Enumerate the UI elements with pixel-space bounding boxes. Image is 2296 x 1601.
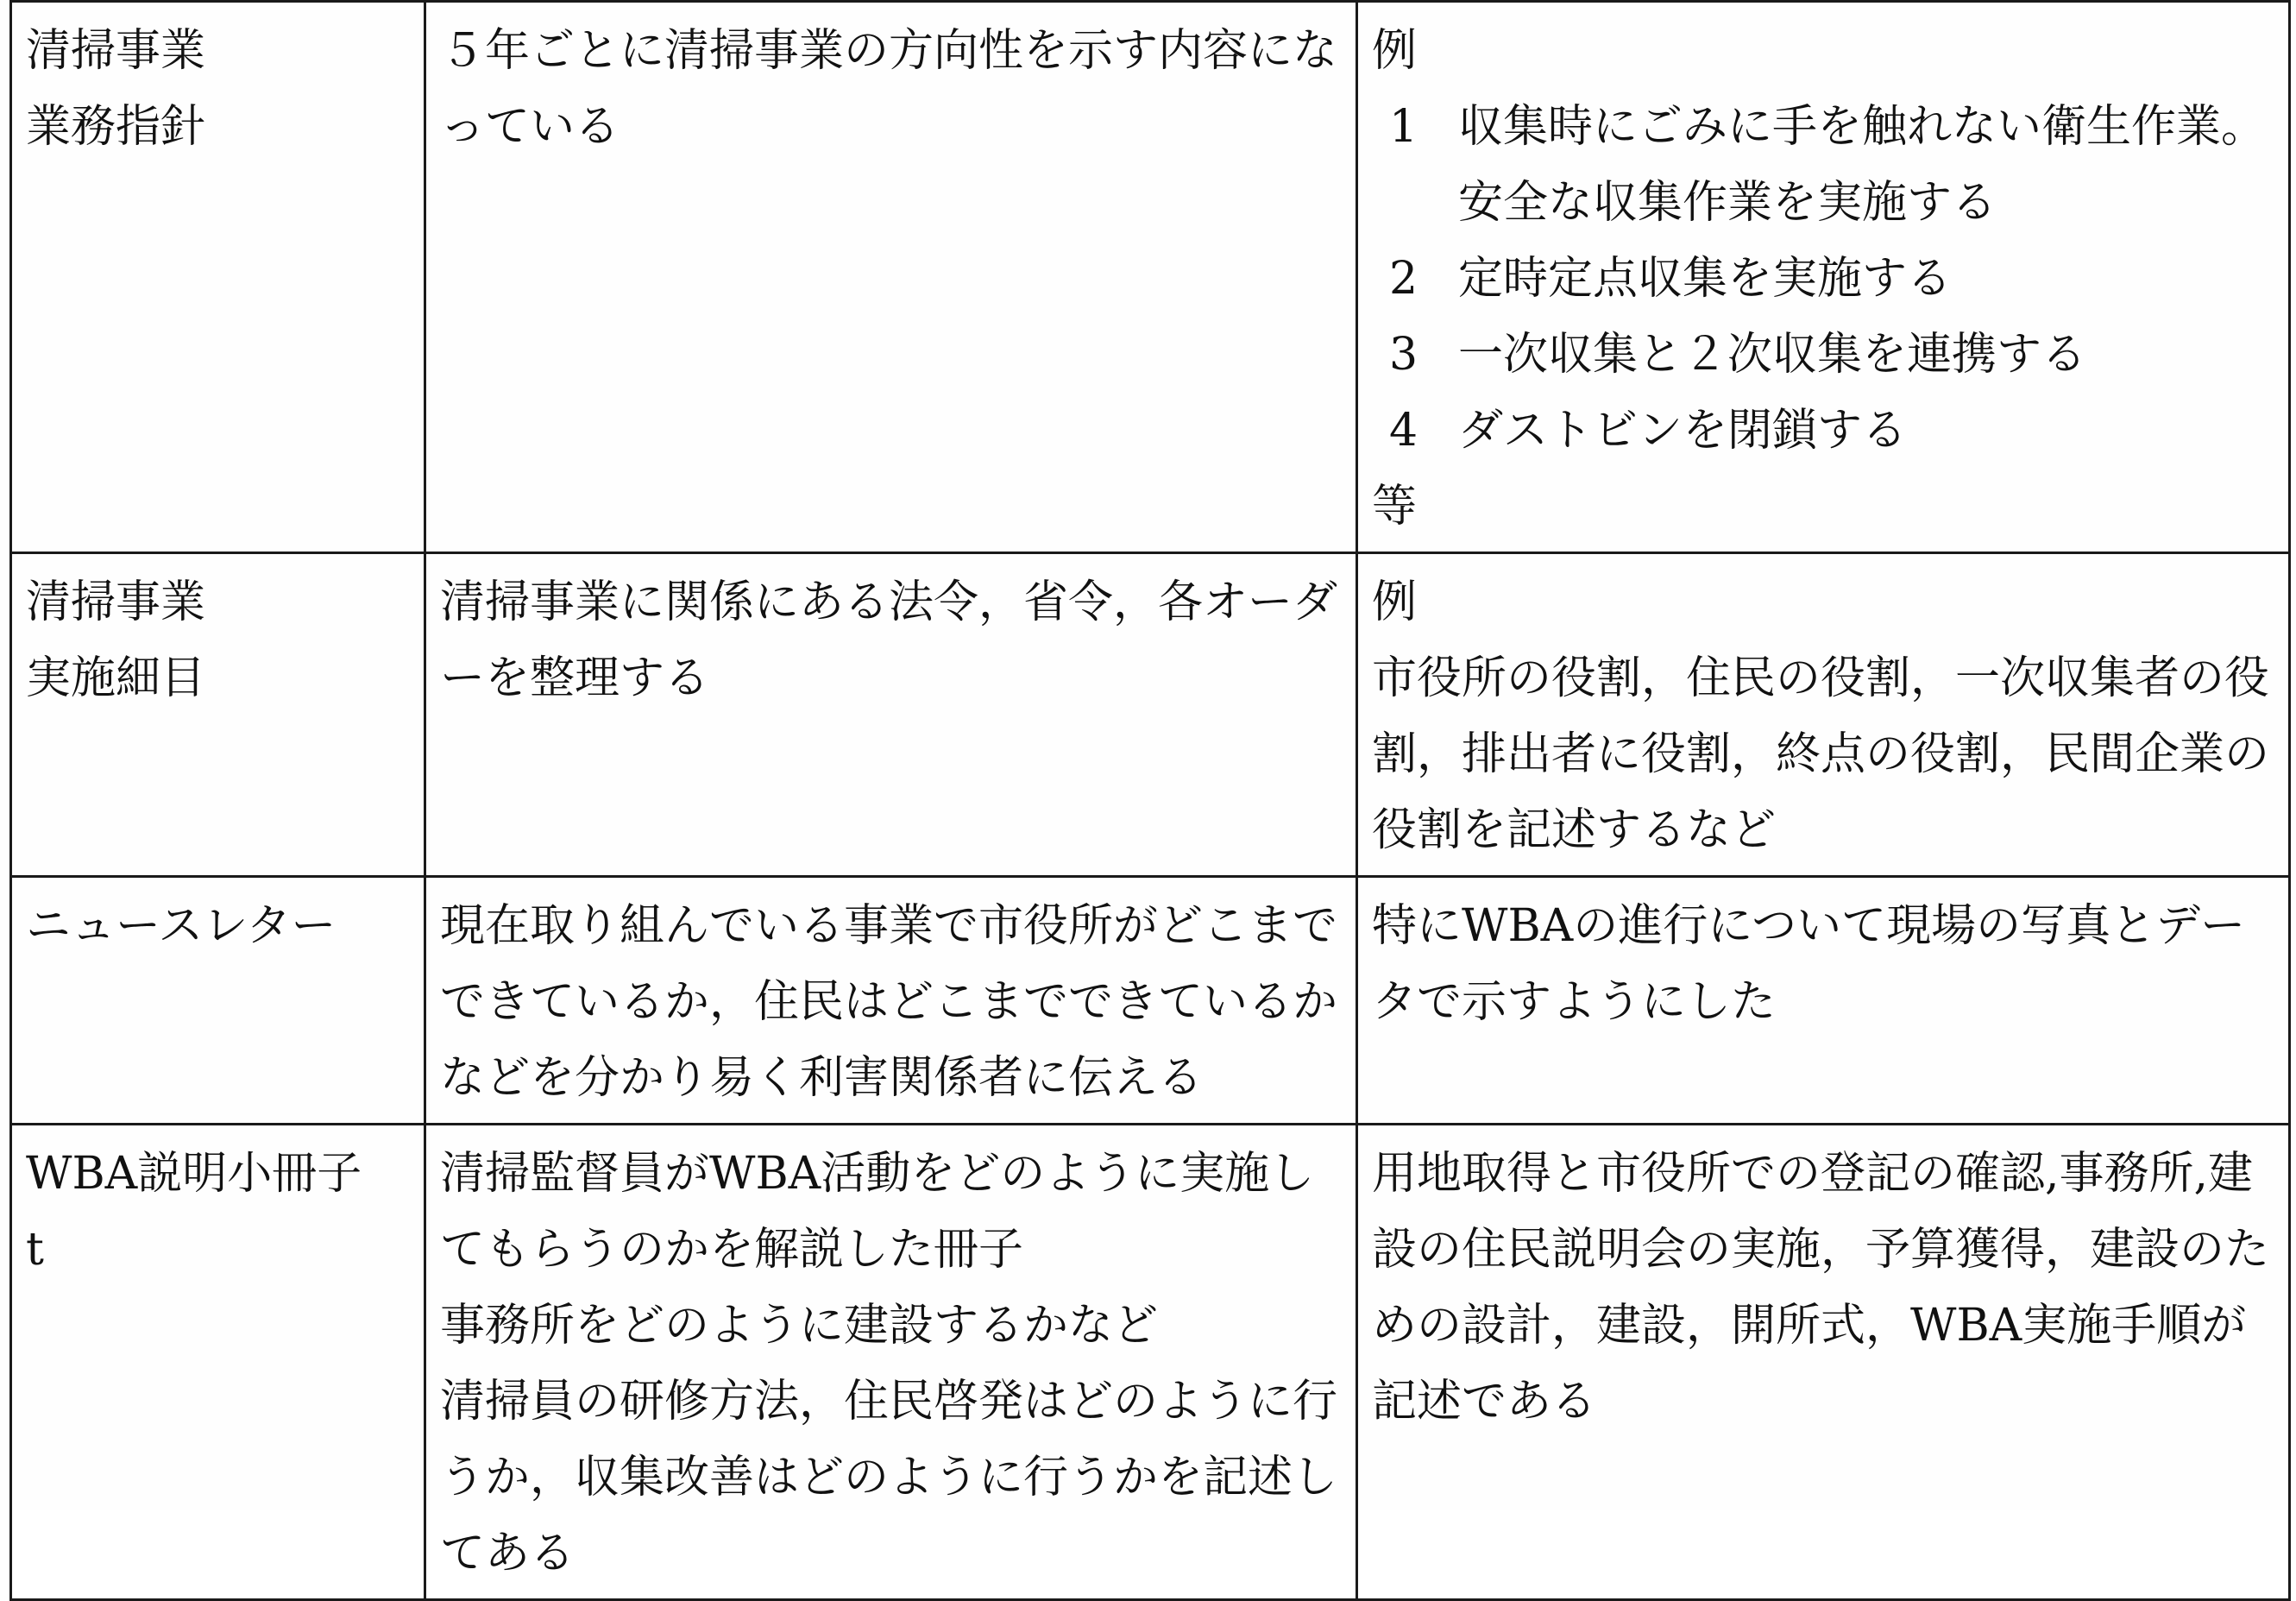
item-number: 1: [1389, 101, 1418, 153]
example-cell: [1357, 877, 2290, 1125]
example-item: [1372, 393, 2274, 469]
table-row: [11, 877, 2290, 1125]
category-line: 清掃事業: [26, 577, 206, 628]
description-line: 事務所をどのように建設するかなど: [440, 1300, 1159, 1352]
example-text: 特にWBAの進行について現場の写真とデータで示すようにした: [1372, 900, 2246, 1028]
item-text: ダストビンを閉鎖する: [1458, 405, 1908, 457]
table-row: [11, 2, 2290, 553]
example-text: 用地取得と市役所での登記の確認,事務所,建設の住民説明会の実施，予算獲得，建設のための設計，建設，開所式，WBA実施手順が記述である: [1372, 1148, 2270, 1428]
category-line: 業務指針: [26, 101, 206, 153]
item-text: 収集時にごみに手を触れない衛生作業。安全な収集作業を実施する: [1458, 101, 2267, 229]
description-line: 清掃事業に関係にある法令，省令，各オーダーを整理する: [440, 577, 1338, 704]
example-tail: 等: [1372, 481, 1418, 533]
category-cell: [11, 553, 425, 877]
example-cell: [1357, 2, 2290, 553]
example-cell: [1357, 1125, 2290, 1600]
description-cell: [425, 2, 1357, 553]
example-head: 例: [1372, 577, 1418, 628]
description-cell: [425, 1125, 1357, 1600]
item-number: 3: [1389, 329, 1418, 381]
category-line: WBA説明小冊子: [26, 1148, 362, 1200]
category-line: t: [26, 1224, 44, 1276]
item-text: 一次収集と２次収集を連携する: [1458, 329, 2087, 381]
table-row: [11, 1125, 2290, 1600]
description-line: 清掃監督員がWBA活動をどのように実施してもらうのかを解説した冊子: [440, 1148, 1315, 1276]
category-cell: [11, 2, 425, 553]
item-text: 定時定点収集を実施する: [1458, 253, 1953, 305]
category-line: 実施細目: [26, 652, 206, 704]
example-item: [1372, 317, 2274, 393]
example-cell: [1357, 553, 2290, 877]
category-cell: [11, 1125, 425, 1600]
category-cell: [11, 877, 425, 1125]
content-table: [9, 0, 2291, 1601]
description-cell: [425, 877, 1357, 1125]
table-row: [11, 553, 2290, 877]
item-number: 4: [1389, 405, 1418, 457]
example-text: 市役所の役割，住民の役割，一次収集者の役割，排出者に役割，終点の役割，民間企業の役割を記述するなど: [1372, 652, 2270, 856]
description-line: 現在取り組んでいる事業で市役所がどこまでできているか，住民はどこまでできているかなどを分かり易く利害関係者に伝える: [440, 900, 1338, 1104]
description-line: ５年ごとに清掃事業の方向性を示す内容になっている: [440, 25, 1338, 153]
category-line: ニュースレター: [26, 900, 337, 952]
item-number: 2: [1389, 253, 1418, 305]
example-head: 例: [1372, 25, 1418, 77]
description-line: 清掃員の研修方法，住民啓発はどのように行うか，収集改善はどのように行うかを記述してある: [440, 1376, 1338, 1579]
example-item: [1372, 241, 2274, 317]
example-item: [1372, 89, 2274, 241]
category-line: 清掃事業: [26, 25, 206, 77]
description-cell: [425, 553, 1357, 877]
